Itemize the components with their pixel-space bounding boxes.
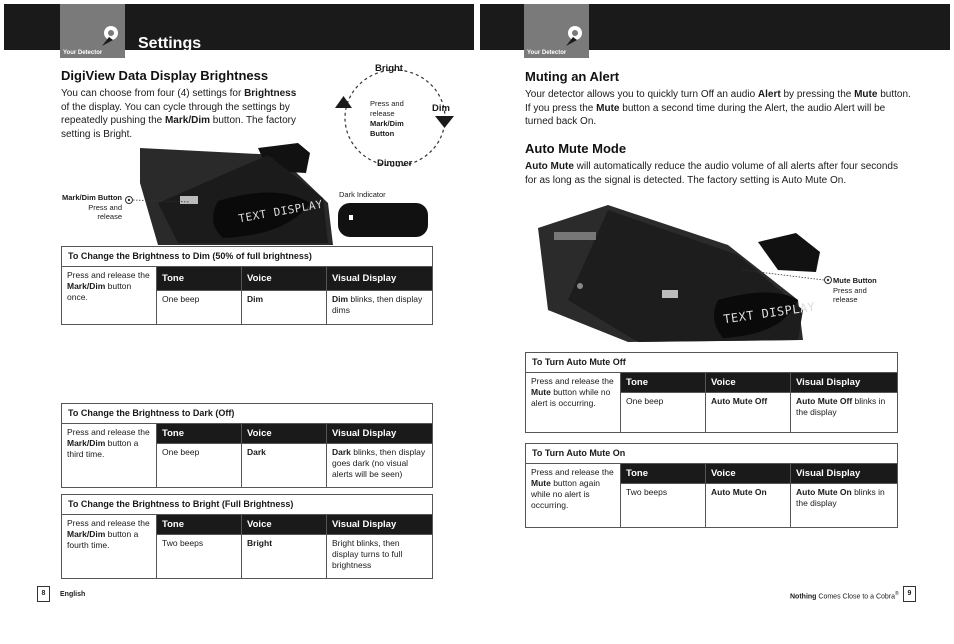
right-page-number: 9 [903,586,916,602]
header-tone: Tone [621,373,706,393]
dim-brightness-table [61,246,433,325]
table-title: To Change the Brightness to Dark (Off) [62,404,433,424]
header-voice: Voice [706,373,791,393]
header-voice: Voice [706,464,791,484]
brightness-intro: You can choose from four (4) settings for Brightness of the display. You can cycle through the settings by repeatedly pushing the Mark/Dim button. The factory setting is Bright. [61,88,297,140]
cell-visual: Bright blinks, then display turns to full brightness [327,535,433,579]
header-voice: Voice [242,424,327,444]
automute-on-table [525,443,898,528]
cell-visual: Auto Mute On blinks in the display [791,484,898,528]
table-instruction: Press and release the Mute button again while no alert is occurring. [526,464,621,528]
cell-tone: One beep [157,291,242,325]
header-visual-display: Visual Display [327,424,433,444]
header-tone: Tone [157,267,242,291]
mute-callout-leader [740,266,835,286]
detector-device-image [138,143,333,245]
automute-off-table [525,352,898,433]
cell-voice: Auto Mute On [706,484,791,528]
cell-visual: Dim blinks, then display dims [327,291,433,325]
right-footer-tagline: Nothing Comes Close to a Cobra® [790,591,899,601]
cell-voice: Dark [242,444,327,488]
table-title: To Turn Auto Mute On [526,444,898,464]
cell-voice: Dim [242,291,327,325]
muting-heading: Muting an Alert [525,69,620,84]
detector-logo-icon [562,24,586,53]
cell-visual: Dark blinks, then display goes dark (no visual alerts will be seen) [327,444,433,488]
header-voice: Voice [242,515,327,535]
brightness-heading: DigiView Data Display Brightness [61,68,269,83]
cell-voice: Auto Mute Off [706,393,791,433]
left-device-display-text: TEXT DISPLAY [237,197,324,226]
automute-heading: Auto Mute Mode [525,141,627,156]
bright-brightness-table [61,494,433,579]
header-visual-display: Visual Display [791,373,898,393]
automute-text: Auto Mute will automatically reduce the audio volume of all alerts after four seconds for as long as the signal is detected. The factory setting is Auto Mute On. [525,161,898,186]
cycle-center-text: Press and release Mark/Dim Button [370,99,404,138]
header-visual-display: Visual Display [327,515,433,535]
right-tab-label: Your Detector [527,50,567,56]
detector-logo-icon [98,24,122,53]
muting-text: Your detector allows you to quickly turn Off an audio Alert by pressing the Mute button. If you press the Mute button a second time during the Alert, the audio Alert will be turned back On. [525,89,911,127]
header-voice: Voice [242,267,327,291]
header-tone: Tone [157,515,242,535]
right-device-display-text: TEXT DISPLAY [722,299,817,327]
cycle-label-dim: Dim [432,103,450,114]
header-tone: Tone [621,464,706,484]
cell-tone: Two beeps [157,535,242,579]
dark-indicator-label: Dark Indicator [339,190,386,199]
table-title: To Turn Auto Mute Off [526,353,898,373]
table-instruction: Press and release the Mark/Dim button once. [62,267,157,325]
table-instruction: Press and release the Mute button while no alert is occurring. [526,373,621,433]
header-visual-display: Visual Display [327,267,433,291]
table-instruction: Press and release the Mark/Dim button a third time. [62,424,157,488]
left-header-tab [60,4,125,58]
page-title: Settings [138,35,202,52]
left-tab-label: Your Detector [63,50,103,56]
dark-brightness-table [61,403,433,488]
cell-visual: Auto Mute Off blinks in the display [791,393,898,433]
left-footer-language: English [60,591,86,598]
dark-indicator-display [338,203,428,237]
markdim-button-callout: Mark/Dim Button Press and release [62,193,122,221]
header-visual-display: Visual Display [791,464,898,484]
header-tone: Tone [157,424,242,444]
table-title: To Change the Brightness to Dim (50% of full brightness) [62,247,433,267]
cell-tone: One beep [621,393,706,433]
mute-button-callout: Mute Button Press and release [833,276,877,304]
dark-indicator-dot [349,215,353,220]
cell-voice: Bright [242,535,327,579]
cycle-label-dimmer: Dimmer [377,158,413,169]
cell-tone: One beep [157,444,242,488]
table-title: To Change the Brightness to Bright (Full Brightness) [62,495,433,515]
cycle-label-bright: Bright [375,63,403,74]
markdim-callout-leader [124,195,194,207]
table-instruction: Press and release the Mark/Dim button a fourth time. [62,515,157,579]
cell-tone: Two beeps [621,484,706,528]
left-page-number: 8 [37,586,50,602]
right-header-tab [524,4,589,58]
